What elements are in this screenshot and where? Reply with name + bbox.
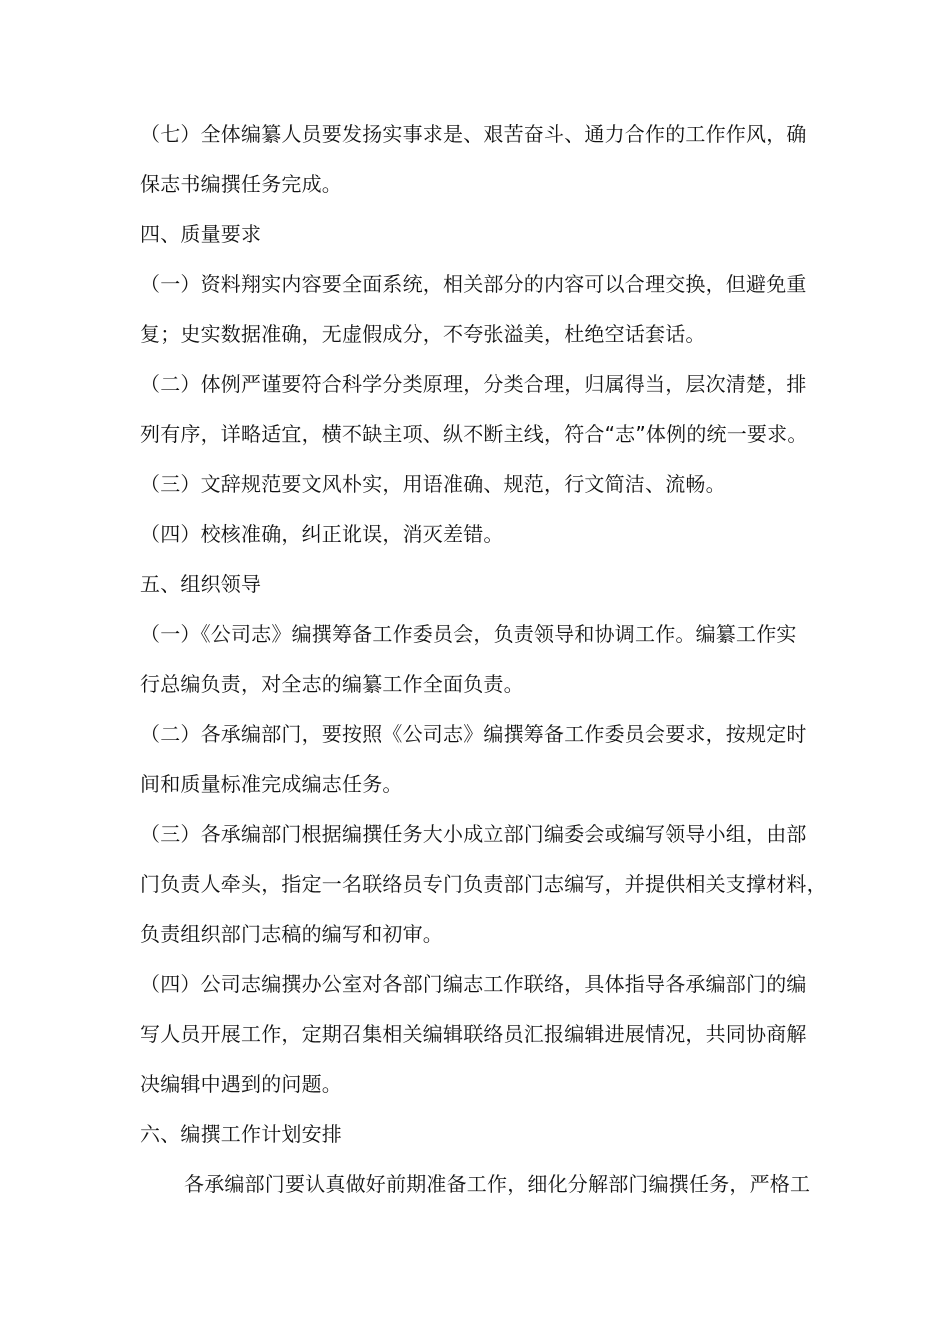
section-heading: 五、组织领导: [140, 572, 262, 596]
section-heading: 六、编撰工作计划安排: [140, 1122, 342, 1146]
paragraph-line: 列有序，详略适宜，横不缺主项、纵不断主线，符合“志”体例的统一要求。: [140, 422, 808, 446]
paragraph-line: （四）公司志编撰办公室对各部门编志工作联络，具体指导各承编部门的编: [140, 972, 807, 996]
paragraph-line: 行总编负责，对全志的编纂工作全面负责。: [140, 672, 524, 696]
paragraph-line: 间和质量标准完成编志任务。: [140, 772, 403, 796]
paragraph-line: 各承编部门要认真做好前期准备工作，细化分解部门编撰任务，严格工: [184, 1172, 811, 1196]
paragraph-line: （七）全体编纂人员要发扬实事求是、艰苦奋斗、通力合作的工作作风，确: [140, 122, 807, 146]
paragraph-line: 负责组织部门志稿的编写和初审。: [140, 922, 443, 946]
paragraph-line: （一）资料翔实内容要全面系统，相关部分的内容可以合理交换，但避免重: [140, 272, 807, 296]
paragraph-line: 门负责人牵头，指定一名联络员专门负责部门志编写，并提供相关支撑材料，: [140, 872, 827, 896]
paragraph-line: （一）《公司志》编撰筹备工作委员会，负责领导和协调工作。编纂工作实: [140, 622, 797, 646]
paragraph-line: 决编辑中遇到的问题。: [140, 1072, 342, 1096]
paragraph-line: （三）文辞规范要文风朴实，用语准确、规范，行文简洁、流畅。: [140, 472, 726, 496]
paragraph-line: （二）各承编部门，要按照《公司志》编撰筹备工作委员会要求，按规定时: [140, 722, 807, 746]
paragraph-line: （四）校核准确，纠正讹误，消灭差错。: [140, 522, 504, 546]
section-heading: 四、质量要求: [140, 222, 262, 246]
paragraph-line: 保志书编撰任务完成。: [140, 172, 342, 196]
paragraph-line: （二）体例严谨要符合科学分类原理，分类合理，归属得当，层次清楚，排: [140, 372, 807, 396]
paragraph-line: 写人员开展工作，定期召集相关编辑联络员汇报编辑进展情况，共同协商解: [140, 1022, 807, 1046]
paragraph-line: 复；史实数据准确，无虚假成分，不夸张溢美，杜绝空话套话。: [140, 322, 706, 346]
paragraph-line: （三）各承编部门根据编撰任务大小成立部门编委会或编写领导小组，由部: [140, 822, 807, 846]
